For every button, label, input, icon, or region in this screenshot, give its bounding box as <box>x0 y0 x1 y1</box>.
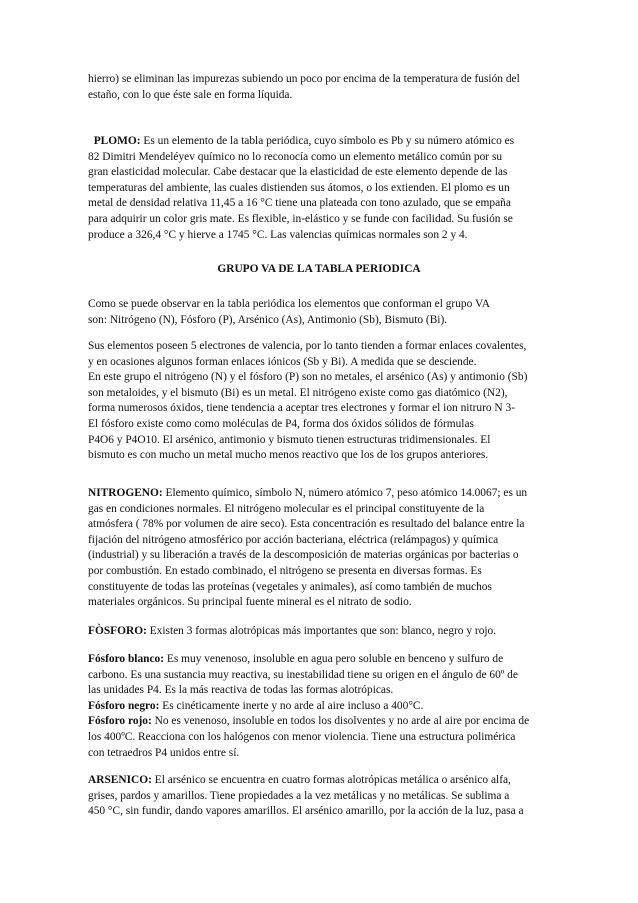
fosforo-blanco-title: Fósforo blanco: <box>88 653 165 665</box>
text-line: con tetraedros P4 unidos entre sí. <box>88 746 240 759</box>
text-line <box>88 486 548 502</box>
nitrogeno-title: NITROGENO: <box>88 487 163 499</box>
text-line: forma numerosos óxidos, tiene tendencia a aceptar tres electrones y formar el ion nitruro N 3- <box>88 402 515 415</box>
intro-paragraph <box>88 72 548 103</box>
text-line: los 400ºC. Reacciona con los halógenos con menor violencia. Tiene una estructura polimérica <box>88 730 516 743</box>
text-line: metal de densidad relativa 11,45 a 16 °C tiene una plateada con tono azulado, que se empaña <box>88 197 511 210</box>
fosforo-rojo-title: Fósforo rojo: <box>88 715 152 728</box>
text-line: son metaloides, y el bismuto (Bi) es un metal. El nitrógeno existe como gas diatómico (N2), <box>88 386 508 399</box>
fosforo-title: FÒSFORO: <box>88 625 147 637</box>
text-line: y en ocasiones algunos forman enlaces iónicos (Sb y Bi). A medida que se desciende. <box>88 355 477 368</box>
text-line: El fósforo existe como como moléculas de P4, forma dos óxidos sólidos de fórmulas <box>88 417 474 430</box>
text-line: constituyente de todas las proteínas (vegetales y animales), así como también de muchos <box>88 580 492 593</box>
text-line <box>88 773 548 789</box>
text-line: estaño, con lo que éste sale en forma líquida. <box>88 88 293 101</box>
arsenico-paragraph <box>88 773 548 820</box>
fosforo-rojo-first: No es venenoso, insoluble en todos los disolventes y no arde al aire por encima de <box>151 715 530 728</box>
plomo-title: PLOMO: <box>93 135 141 147</box>
grupo-paragraph-1 <box>88 297 548 328</box>
text-line <box>88 652 548 668</box>
section-heading: GRUPO VA DE LA TABLA PERIODICA <box>217 263 421 275</box>
arsenico-first-line: El arsénico se encuentra en cuatro formas alotrópicas metálica o arsénico alfa, <box>151 774 511 786</box>
text-line: produce a 326,4 °C y hierve a 1745 °C. Las valencias químicas normales son 2 y 4. <box>88 228 468 241</box>
plomo-first-line: Es un elemento de la tabla periódica, cuyo símbolo es Pb y su número atómico es <box>140 135 515 147</box>
fosforo-negro-title: Fósforo negro: <box>88 699 160 712</box>
fosforo-negro-text: Es cinéticamente inerte y no arde al aire incluso a 400°C. <box>159 699 424 712</box>
text-line <box>88 699 548 715</box>
text-line: temperaturas del ambiente, las cuales distienden sus átomos, o los extienden. El plomo es un <box>88 181 510 194</box>
arsenico-title: ARSENICO: <box>88 774 152 786</box>
fosforo-blanco-first: Es muy venenoso, insoluble en agua pero soluble en benceno y sulfuro de <box>164 653 504 665</box>
text-line: atmósfera ( 78% por volumen de aire seco). Esta concentración es resultado del balance entre la <box>88 518 525 531</box>
text-line: bismuto es con mucho un metal mucho menos reactivo que los de los grupos anteriores. <box>88 449 489 462</box>
text-line: Sus elementos poseen 5 electrones de valencia, por lo tanto tienden a formar enlaces covalentes, <box>88 340 527 352</box>
text-line: P4O6 y P4O10. El arsénico, antimonio y bismuto tienen estructuras tridimensionales. El <box>88 433 491 446</box>
fosforo-intro <box>88 624 548 640</box>
text-line: gran elasticidad molecular. Cabe destacar que la elasticidad de este elemento depende de las <box>88 166 508 179</box>
nitrogeno-first-line: Elemento químico, símbolo N, número atómico 7, peso atómico 14.0067; es un <box>162 487 528 499</box>
text-line: gas en condiciones normales. El nitrógeno molecular es el principal constituyente de la <box>88 502 485 515</box>
grupo-paragraph-2 <box>88 339 548 464</box>
plomo-paragraph <box>88 134 548 243</box>
text-line <box>88 714 548 730</box>
text-line: por combustión. En estado combinado, el nitrógeno se presenta en diversas formas. Es <box>88 564 482 577</box>
text-line: 82 Dimitri Mendeléyev químico no lo reconocía como un elemento metálico común por su <box>88 150 503 163</box>
text-line: En este grupo el nitrógeno (N) y el fósforo (P) son no metales, el arsénico (As) y antimonio (Sb) <box>88 371 528 384</box>
text-line: las unidades P4. Es la más reactiva de todas las formas alotrópicas. <box>88 684 394 697</box>
text-line: carbono. Es una sustancia muy reactiva, su inestabilidad tiene su origen en el ángulo de 60º de <box>88 668 518 681</box>
text-line: materiales orgánicos. Su principal fuente mineral es el nitrato de sodio. <box>88 596 412 609</box>
fosforo-first-line: Existen 3 formas alotrópicas más importantes que son: blanco, negro y rojo. <box>146 625 497 637</box>
fosforo-forms-paragraph <box>88 652 548 761</box>
text-line: son: Nitrógeno (N), Fósforo (P), Arsénico (As), Antimonio (Sb), Bismuto (Bi). <box>88 313 448 326</box>
text-line <box>88 624 548 640</box>
text-line: (industrial) y su liberación a través de la descomposición de materias orgánicas por bacterias o <box>88 549 519 562</box>
text-line: para adquirir un color gris mate. Es flexible, in-elástico y se funde con facilidad. Su fusión se <box>88 212 513 225</box>
text-line: fijación del nitrógeno atmosférico por acción bacteriana, eléctrica (relámpagos) y química <box>88 533 499 546</box>
nitrogeno-paragraph <box>88 486 548 611</box>
text-line <box>88 134 548 150</box>
text-line: 450 °C, sin fundir, dando vapores amarillos. El arsénico amarillo, por la acción de la luz, pasa a <box>88 805 524 818</box>
text-line: hierro) se eliminan las impurezas subiendo un poco por encima de la temperatura de fusión del <box>88 73 520 85</box>
text-line: grises, pardos y amarillos. Tiene propiedades a la vez metálicas y no metálicas. Se sublima a <box>88 789 510 802</box>
text-line: Como se puede observar en la tabla periódica los elementos que conforman el grupo VA <box>88 298 490 310</box>
